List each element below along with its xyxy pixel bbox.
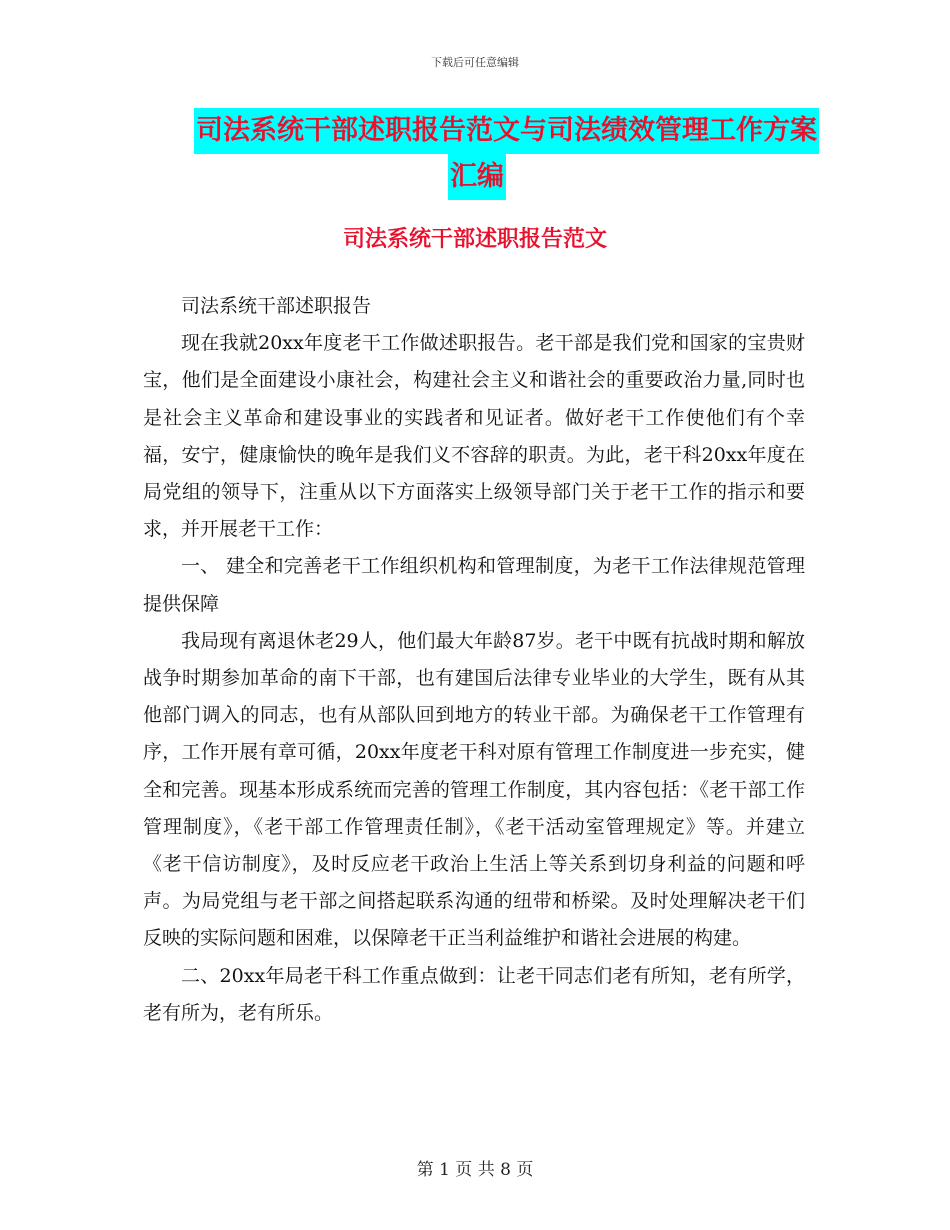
paragraph-point-one: 一、 建全和完善老干工作组织机构和管理制度，为老干工作法律规范管理提供保障 (143, 555, 805, 615)
section-title: 司法系统干部述职报告范文 (342, 226, 607, 252)
document-title-line1: 司法系统干部述职报告范文与司法绩效管理工作方案 (194, 108, 819, 154)
document-body (143, 288, 805, 1032)
paragraph-report-label: 司法系统干部述职报告 (181, 295, 372, 317)
page-footer-number: 第 1 页 共 8 页 (416, 1160, 534, 1180)
page-header-note: 下载后可任意编辑 (431, 56, 519, 69)
paragraph-intro: 现在我就20xx年度老干工作做述职报告。老干部是我们党和国家的宝贵财宝，他们是全面建设小康社会，构建社会主义和谐社会的重要政治力量,同时也是社会主义革命和建设事业的实践者和见证者。做好老干工作使他们有个幸福，安宁，健康愉快的晚年是我们义不容辞的职责。为此，老干科20xx年度在局党组的领导下，注重从以下方面落实上级领导部门关于老干工作的指示和要求，并开展老干工作： (143, 332, 805, 541)
document-title-line2: 汇编 (448, 154, 506, 200)
paragraph-details: 我局现有离退休老29人，他们最大年龄87岁。老干中既有抗战时期和解放战争时期参加革命的南下干部，也有建国后法律专业毕业的大学生，既有从其他部门调入的同志，也有从部队回到地方的转业干部。为确保老干工作管理有序，工作开展有章可循，20xx年度老干科对原有管理工作制度进一步充实，健全和完善。现基本形成系统而完善的管理工作制度，其内容包括：《老干部工作管理制度》，《老干部工作管理责任制》，《老干活动室管理规定》等。并建立《老干信访制度》，及时反应老干政治上生活上等关系到切身利益的问题和呼声。为局党组与老干部之间搭起联系沟通的纽带和桥梁。及时处理解决老干们反映的实际问题和困难，以保障老干正当利益维护和谐社会进展的构建。 (143, 629, 805, 950)
paragraph-point-two: 二、20xx年局老干科工作重点做到：让老干同志们老有所知，老有所学，老有所为，老有所乐。 (143, 964, 805, 1024)
